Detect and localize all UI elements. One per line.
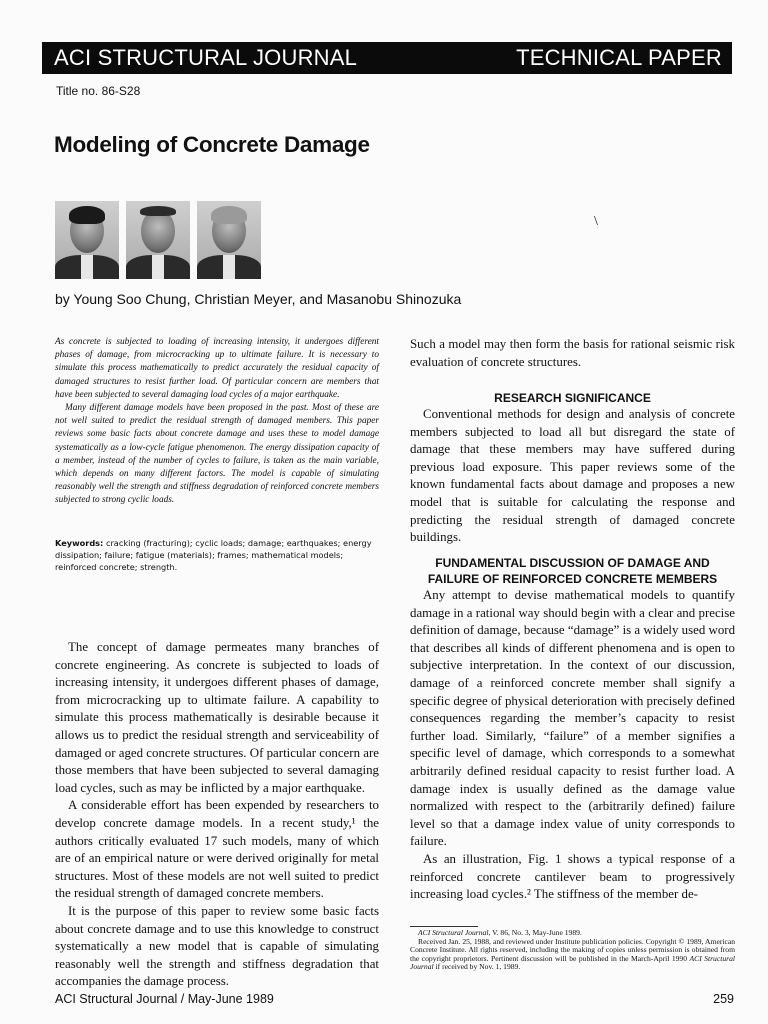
body-paragraph: Such a model may then form the basis for rational seismic risk evaluation of concrete structures.	[410, 337, 735, 369]
keywords-text: cracking (fracturing); cyclic loads; damage; earthquakes; energy dissipation; failure; fatigue (materials); frames; mathematical models; reinforced concrete; strength.	[55, 537, 372, 572]
journal-name: ACI STRUCTURAL JOURNAL	[54, 45, 358, 70]
keywords-label: Keywords:	[55, 537, 104, 548]
abstract-column	[55, 336, 379, 573]
research-significance-section	[410, 390, 735, 547]
author-photo-shinozuka	[197, 201, 261, 279]
author-line: by Young Soo Chung, Christian Meyer, and Masanobu Shinozuka	[55, 291, 462, 307]
abstract-paragraph: As concrete is subjected to loading of increasing intensity, it undergoes different phases of damage, from microcracking up to ultimate failure. It is necessary to simulate this process mathematically to predict accurately the residual capacity of damaged structures to resist further load. Of particular concern are members that have been subjected to several damaging load cycles of a major earthquake.	[55, 337, 379, 400]
body-paragraph: Conventional methods for design and analysis of concrete members subjected to load all but disregard the state of damage that these members may have suffered during previous load exposure. This paper reviews some of the known fundamental facts about damage and proposes a new model that is suitable for calculating the response and predicting the residual strength of damaged concrete buildings.	[410, 407, 735, 545]
article-title: Modeling of Concrete Damage	[54, 132, 370, 157]
page-number: 259	[713, 992, 734, 1006]
journal-banner	[42, 42, 732, 74]
author-photos	[55, 201, 261, 279]
author-photo-chung	[55, 201, 119, 279]
introduction-text	[55, 639, 379, 991]
fundamental-discussion-section	[410, 555, 735, 904]
abstract	[55, 336, 379, 508]
paper-type: TECHNICAL PAPER	[516, 45, 722, 70]
stray-mark: \	[594, 214, 598, 229]
body-paragraph: The concept of damage permeates many branches of concrete engineering. As concrete is subjected to loads of increasing intensity, it undergoes different phases of damage, from microcracking up to ultimate failure. A capability to simulate this process mathematically is desirable because it allows us to predict the residual strength and serviceability of damaged or aged concrete structures. Of particular concern are those members that have been subjected to several damaging load cycles, such as may be inflicted by a major earthquake.	[55, 640, 379, 795]
footnote-deadline: if received by Nov. 1, 1989.	[435, 962, 521, 972]
abstract-paragraph: Many different damage models have been proposed in the past. Most of these are not well suited to predict the residual strength of damaged members. This paper reviews some basic facts about concrete damage and uses these to model damage systematically as a low-cycle fatigue phenomenon. The energy dissipation capacity of a member, instead of the number of cycles to failure, is taken as the main variable, which depends on many different factors. The model is capable of simulating reasonably well the strength and stiffness degradation of reinforced concrete members subjected to strong cyclic loads.	[55, 403, 379, 506]
body-paragraph: A considerable effort has been expended by researchers to develop concrete damage models. In a recent study,¹ the authors critically evaluated 17 such models, many of which are of an empirical nature or were derived originally for metal structures. Most of these models are not well suited to predict the residual strength of damaged concrete members.	[55, 798, 379, 901]
right-intro	[410, 336, 735, 371]
body-paragraph: Any attempt to devise mathematical models to quantify damage in a rational way should begin with a clear and precise definition of damage, because “damage” is a widely used word that describes all kinds of different phenomena and is open to subjective interpretation. In the context of our discussion, damage of a reinforced concrete member shall signify a specific degree of physical deterioration with precisely defined consequences regarding the member’s capacity to resist further load. Similarly, “failure” of a member signifies a specific level of damage, which corresponds to a somewhat arbitrarily defined residual capacity to resist further load. A damage index is usually defined as the damage value normalized with respect to the (arbitrarily defined) failure level so that a damage index value of unity corresponds to failure.	[410, 588, 736, 849]
footnote-volume: , V. 86, No. 3, May-June 1989.	[488, 928, 582, 937]
body-paragraph: It is the purpose of this paper to review some basic facts about concrete damage and to use this knowledge to construct systematically a new model that is capable of simulating reasonably well the strength and stiffness degradation that accompanies the damage process.	[55, 903, 379, 989]
section-heading: RESEARCH SIGNIFICANCE	[494, 391, 651, 405]
keywords	[55, 537, 379, 573]
footnote-copyright	[410, 938, 735, 972]
footnote-journal: ACI Structural Journal	[418, 928, 489, 937]
title-number: Title no. 86-S28	[56, 84, 141, 98]
footnote-journal-2: ACI Structural Journal	[410, 953, 735, 972]
running-footer: ACI Structural Journal / May-June 1989	[55, 992, 274, 1006]
footnote-rule	[410, 926, 478, 927]
author-photo-meyer	[126, 201, 190, 279]
footnote	[410, 929, 735, 972]
body-paragraph: As an illustration, Fig. 1 shows a typical response of a reinforced concrete cantilever beam to progressively increasing load cycles.² The stiffness of the member de-	[410, 851, 735, 902]
footnote-received: Received Jan. 25, 1988, and reviewed under Institute publication policies. Copyright © 1989, American Concrete Institute. All rights reserved, including the making of copies unless permission is obtained from the copyright proprietors. Pertinent discussion will be published in the March-April 1990	[410, 936, 735, 963]
section-heading: FUNDAMENTAL DISCUSSION OF DAMAGE AND FAILURE OF REINFORCED CONCRETE MEMBERS	[427, 556, 718, 586]
